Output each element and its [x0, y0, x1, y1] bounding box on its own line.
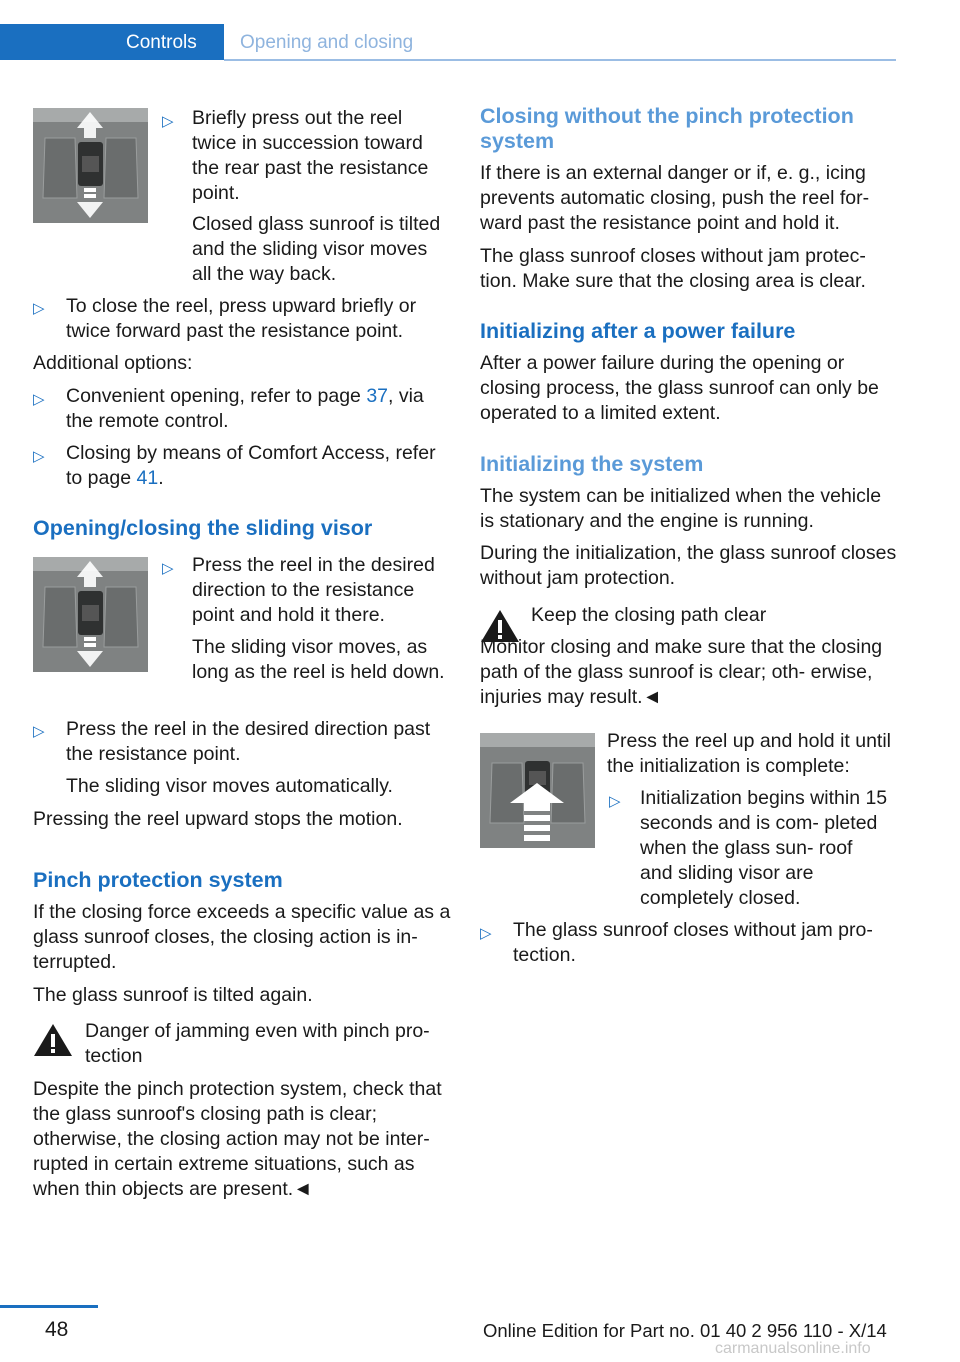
bullet-triangle-icon: ▷	[33, 300, 45, 317]
warning-body-closing-path: Monitor closing and make sure that the closing path of the glass sunroof is clear; oth- erwise, injuries may result.◄	[480, 636, 883, 708]
step-rearward-result: Closed glass sunroof is tilted and the sliding visor moves all the way back.	[192, 213, 441, 285]
heading-pinch-protection: Pinch protection system	[33, 868, 283, 892]
footer-rule	[0, 1305, 98, 1308]
watermark: carmanualsonline.info	[715, 1340, 871, 1357]
warning-body-jamming: Despite the pinch protection system, check that the glass sunroof's closing path is clear; otherwise, the closing action may not be inter- rupted in certain extreme situations, such as when thin objects are present.◄	[33, 1078, 442, 1200]
subsection-label: Opening and closing	[240, 32, 414, 53]
pinch-paragraph-1: If the closing force exceeds a specific value as a glass sunroof closes, the closing action is in- terrupted.	[33, 901, 451, 973]
init-step-begins: Initialization begins within 15 seconds and is com- pleted when the glass sun- roof and sliding visor are completely closed.	[640, 787, 888, 909]
edition-note: Online Edition for Part no. 01 40 2 956 110 - X/14	[483, 1320, 887, 1341]
page-link-37[interactable]: 37	[366, 385, 389, 407]
pinch-paragraph-2: The glass sunroof is tilted again.	[33, 984, 313, 1006]
init-paragraph-2: During the initialization, the glass sunroof closes without jam protection.	[480, 542, 897, 589]
bullet-triangle-icon: ▷	[162, 113, 174, 130]
sunroof-switch-rearward-image	[33, 108, 148, 223]
bullet-triangle-icon: ▷	[33, 723, 45, 740]
step-visor-auto-result: The sliding visor moves automatically.	[66, 775, 393, 797]
additional-options-label: Additional options:	[33, 352, 193, 374]
power-failure-paragraph: After a power failure during the opening or closing process, the glass sunroof can only be operated to a limited extent.	[480, 352, 879, 424]
sunroof-switch-both-directions-image	[33, 557, 148, 672]
warning-icon	[33, 1022, 73, 1058]
bullet-triangle-icon: ▷	[33, 391, 45, 408]
warning-title-closing-path: Keep the closing path clear	[531, 604, 767, 626]
init-step-closes: The glass sunroof closes without jam pro- tection.	[513, 919, 873, 966]
step-visor-auto: Press the reel in the desired direction past the resistance point.	[66, 718, 431, 765]
closing-paragraph-1: If there is an external danger or if, e. g., icing prevents automatic closing, push the reel for- ward past the resistance point and hold it.	[480, 162, 870, 234]
step-close-reel: To close the reel, press upward briefly or twice forward past the resistance point.	[66, 295, 417, 342]
section-label: Controls	[126, 32, 197, 53]
heading-power-failure: Initializing after a power failure	[480, 319, 796, 343]
option-remote-opening: Convenient opening, refer to page 37, via the remote control.	[66, 385, 424, 432]
step-visor-hold-result: The sliding visor moves, as long as the reel is held down.	[192, 636, 445, 683]
page-number: 48	[45, 1318, 69, 1341]
bullet-triangle-icon: ▷	[162, 560, 174, 577]
section-tab	[0, 24, 224, 60]
header-rule	[224, 59, 896, 61]
bullet-triangle-icon: ▷	[480, 925, 492, 942]
heading-sliding-visor: Opening/closing the sliding visor	[33, 516, 373, 540]
init-paragraph-1: The system can be initialized when the vehicle is stationary and the engine is running.	[480, 485, 882, 532]
bullet-triangle-icon: ▷	[609, 793, 621, 810]
warning-title-jamming: Danger of jamming even with pinch pro- tection	[85, 1020, 430, 1067]
page-link-41[interactable]: 41	[136, 467, 159, 489]
press-reel-instruction: Press the reel up and hold it until the initialization is complete:	[607, 730, 892, 777]
visor-stop-note: Pressing the reel upward stops the motion.	[33, 808, 403, 830]
closing-paragraph-2: The glass sunroof closes without jam protec- tion. Make sure that the closing area is clear.	[480, 245, 866, 292]
bullet-triangle-icon: ▷	[33, 448, 45, 465]
step-visor-hold: Press the reel in the desired direction to the resistance point and hold it there.	[192, 554, 435, 626]
heading-initializing-system: Initializing the system	[480, 452, 704, 476]
running-header	[0, 24, 896, 62]
heading-closing-without-pinch: Closing without the pinch protection system	[480, 104, 854, 153]
option-comfort-access: Closing by means of Comfort Access, refer to page 41.	[66, 442, 436, 489]
sunroof-switch-press-up-image	[480, 733, 595, 848]
step-rearward: Briefly press out the reel twice in succession toward the rear past the resistance point.	[192, 107, 429, 204]
